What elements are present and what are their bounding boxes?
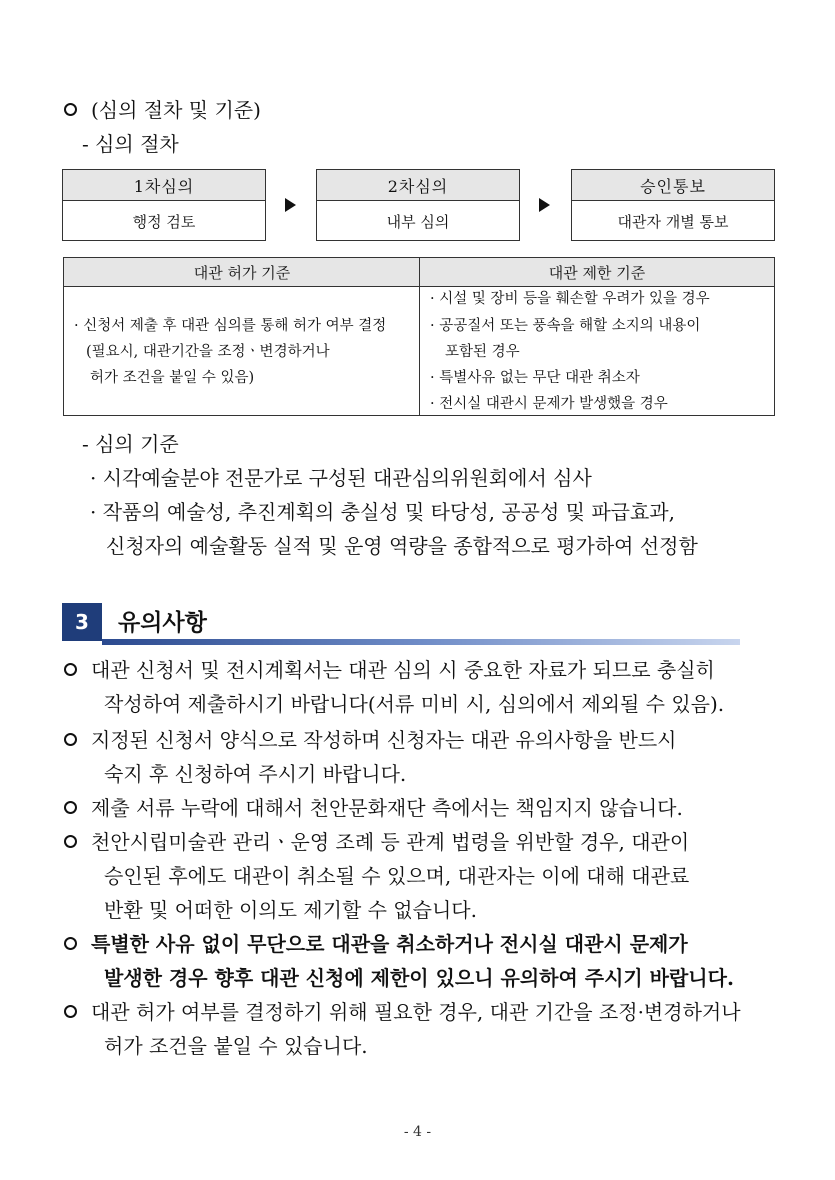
criteria-table [63,257,775,416]
note-item: 지정된 신청서 양식으로 작성하며 신청자는 대관 유의사항을 반드시 [64,726,676,754]
step-title: 1차심의 [63,170,265,201]
step-desc: 내부 심의 [386,212,450,231]
step-desc: 행정 검토 [132,212,196,231]
note-item: 대관 허가 여부를 결정하기 위해 필요한 경우, 대관 기간을 조정·변경하거나 [64,998,741,1026]
restriction-line: 포함된 경우 [445,344,520,360]
procedure-subheading: - 심의 절차 [82,132,179,156]
restriction-line: · 시설 및 장비 등을 훼손할 우려가 있을 경우 [430,291,710,307]
table-divider [419,258,420,415]
restriction-line: · 공공질서 또는 풍속을 해할 소지의 내용이 [430,318,701,334]
review-criteria-line: · 작품의 예술성, 추진계획의 충실성 및 타당성, 공공성 및 파급효과, [90,500,675,524]
note-item: 제출 서류 누락에 대해서 천안문화재단 측에서는 책임지지 않습니다. [64,794,683,822]
circle-bullet-icon [64,937,77,950]
step-title: 2차심의 [317,170,519,201]
step-box-2 [316,169,520,241]
restriction-line: · 특별사유 없는 무단 대관 취소자 [430,370,640,386]
circle-bullet-icon [64,1005,77,1018]
permit-line: · 신청서 제출 후 대관 심의를 통해 허가 여부 결정 [74,318,387,334]
procedure-heading: (심의 절차 및 기준) [64,96,261,124]
restriction-criteria-header: 대관 제한 기준 [420,258,774,287]
note-item: 대관 신청서 및 전시계획서는 대관 심의 시 중요한 자료가 되므로 충실히 [64,656,715,684]
note-continuation: 허가 조건을 붙일 수 있습니다. [104,1034,368,1058]
note-continuation: 작성하여 제출하시기 바랍니다(서류 미비 시, 심의에서 제외될 수 있음). [104,692,725,716]
review-criteria-heading: - 심의 기준 [82,432,179,456]
permit-line: 허가 조건을 붙일 수 있음) [90,370,255,386]
page-number: - 4 - [403,1124,432,1140]
arrow-right-icon [285,198,296,212]
note-continuation: 발생한 경우 향후 대관 신청에 제한이 있으니 유의하여 주시기 바랍니다. [104,966,734,990]
note-item-important: 특별한 사유 없이 무단으로 대관을 취소하거나 전시실 대관시 문제가 [64,930,688,958]
section-underline [102,639,740,645]
restriction-line: · 전시실 대관시 문제가 발생했을 경우 [430,396,668,412]
note-continuation: 승인된 후에도 대관이 취소될 수 있으며, 대관자는 이에 대해 대관료 [104,864,690,888]
circle-bullet-icon [64,103,77,116]
step-box-1 [62,169,266,241]
review-criteria-line: 신청자의 예술활동 실적 및 운영 역량을 종합적으로 평가하여 선정함 [106,534,698,558]
note-continuation: 숙지 후 신청하여 주시기 바랍니다. [104,762,407,786]
circle-bullet-icon [64,835,77,848]
review-criteria-line: · 시각예술분야 전문가로 구성된 대관심의위원회에서 심사 [90,466,592,490]
section-number: 3 [62,603,102,641]
arrow-right-icon [539,198,550,212]
section-title: 유의사항 [118,610,207,636]
circle-bullet-icon [64,801,77,814]
step-desc: 대관자 개별 통보 [617,212,729,231]
circle-bullet-icon [64,663,77,676]
step-box-3 [571,169,775,241]
circle-bullet-icon [64,733,77,746]
permit-line: (필요시, 대관기간을 조정ㆍ변경하거나 [86,344,330,360]
note-item: 천안시립미술관 관리ㆍ운영 조례 등 관계 법령을 위반할 경우, 대관이 [64,828,689,856]
permit-criteria-header: 대관 허가 기준 [64,258,420,287]
note-continuation: 반환 및 어떠한 이의도 제기할 수 없습니다. [104,898,477,922]
step-title: 승인통보 [572,170,774,201]
